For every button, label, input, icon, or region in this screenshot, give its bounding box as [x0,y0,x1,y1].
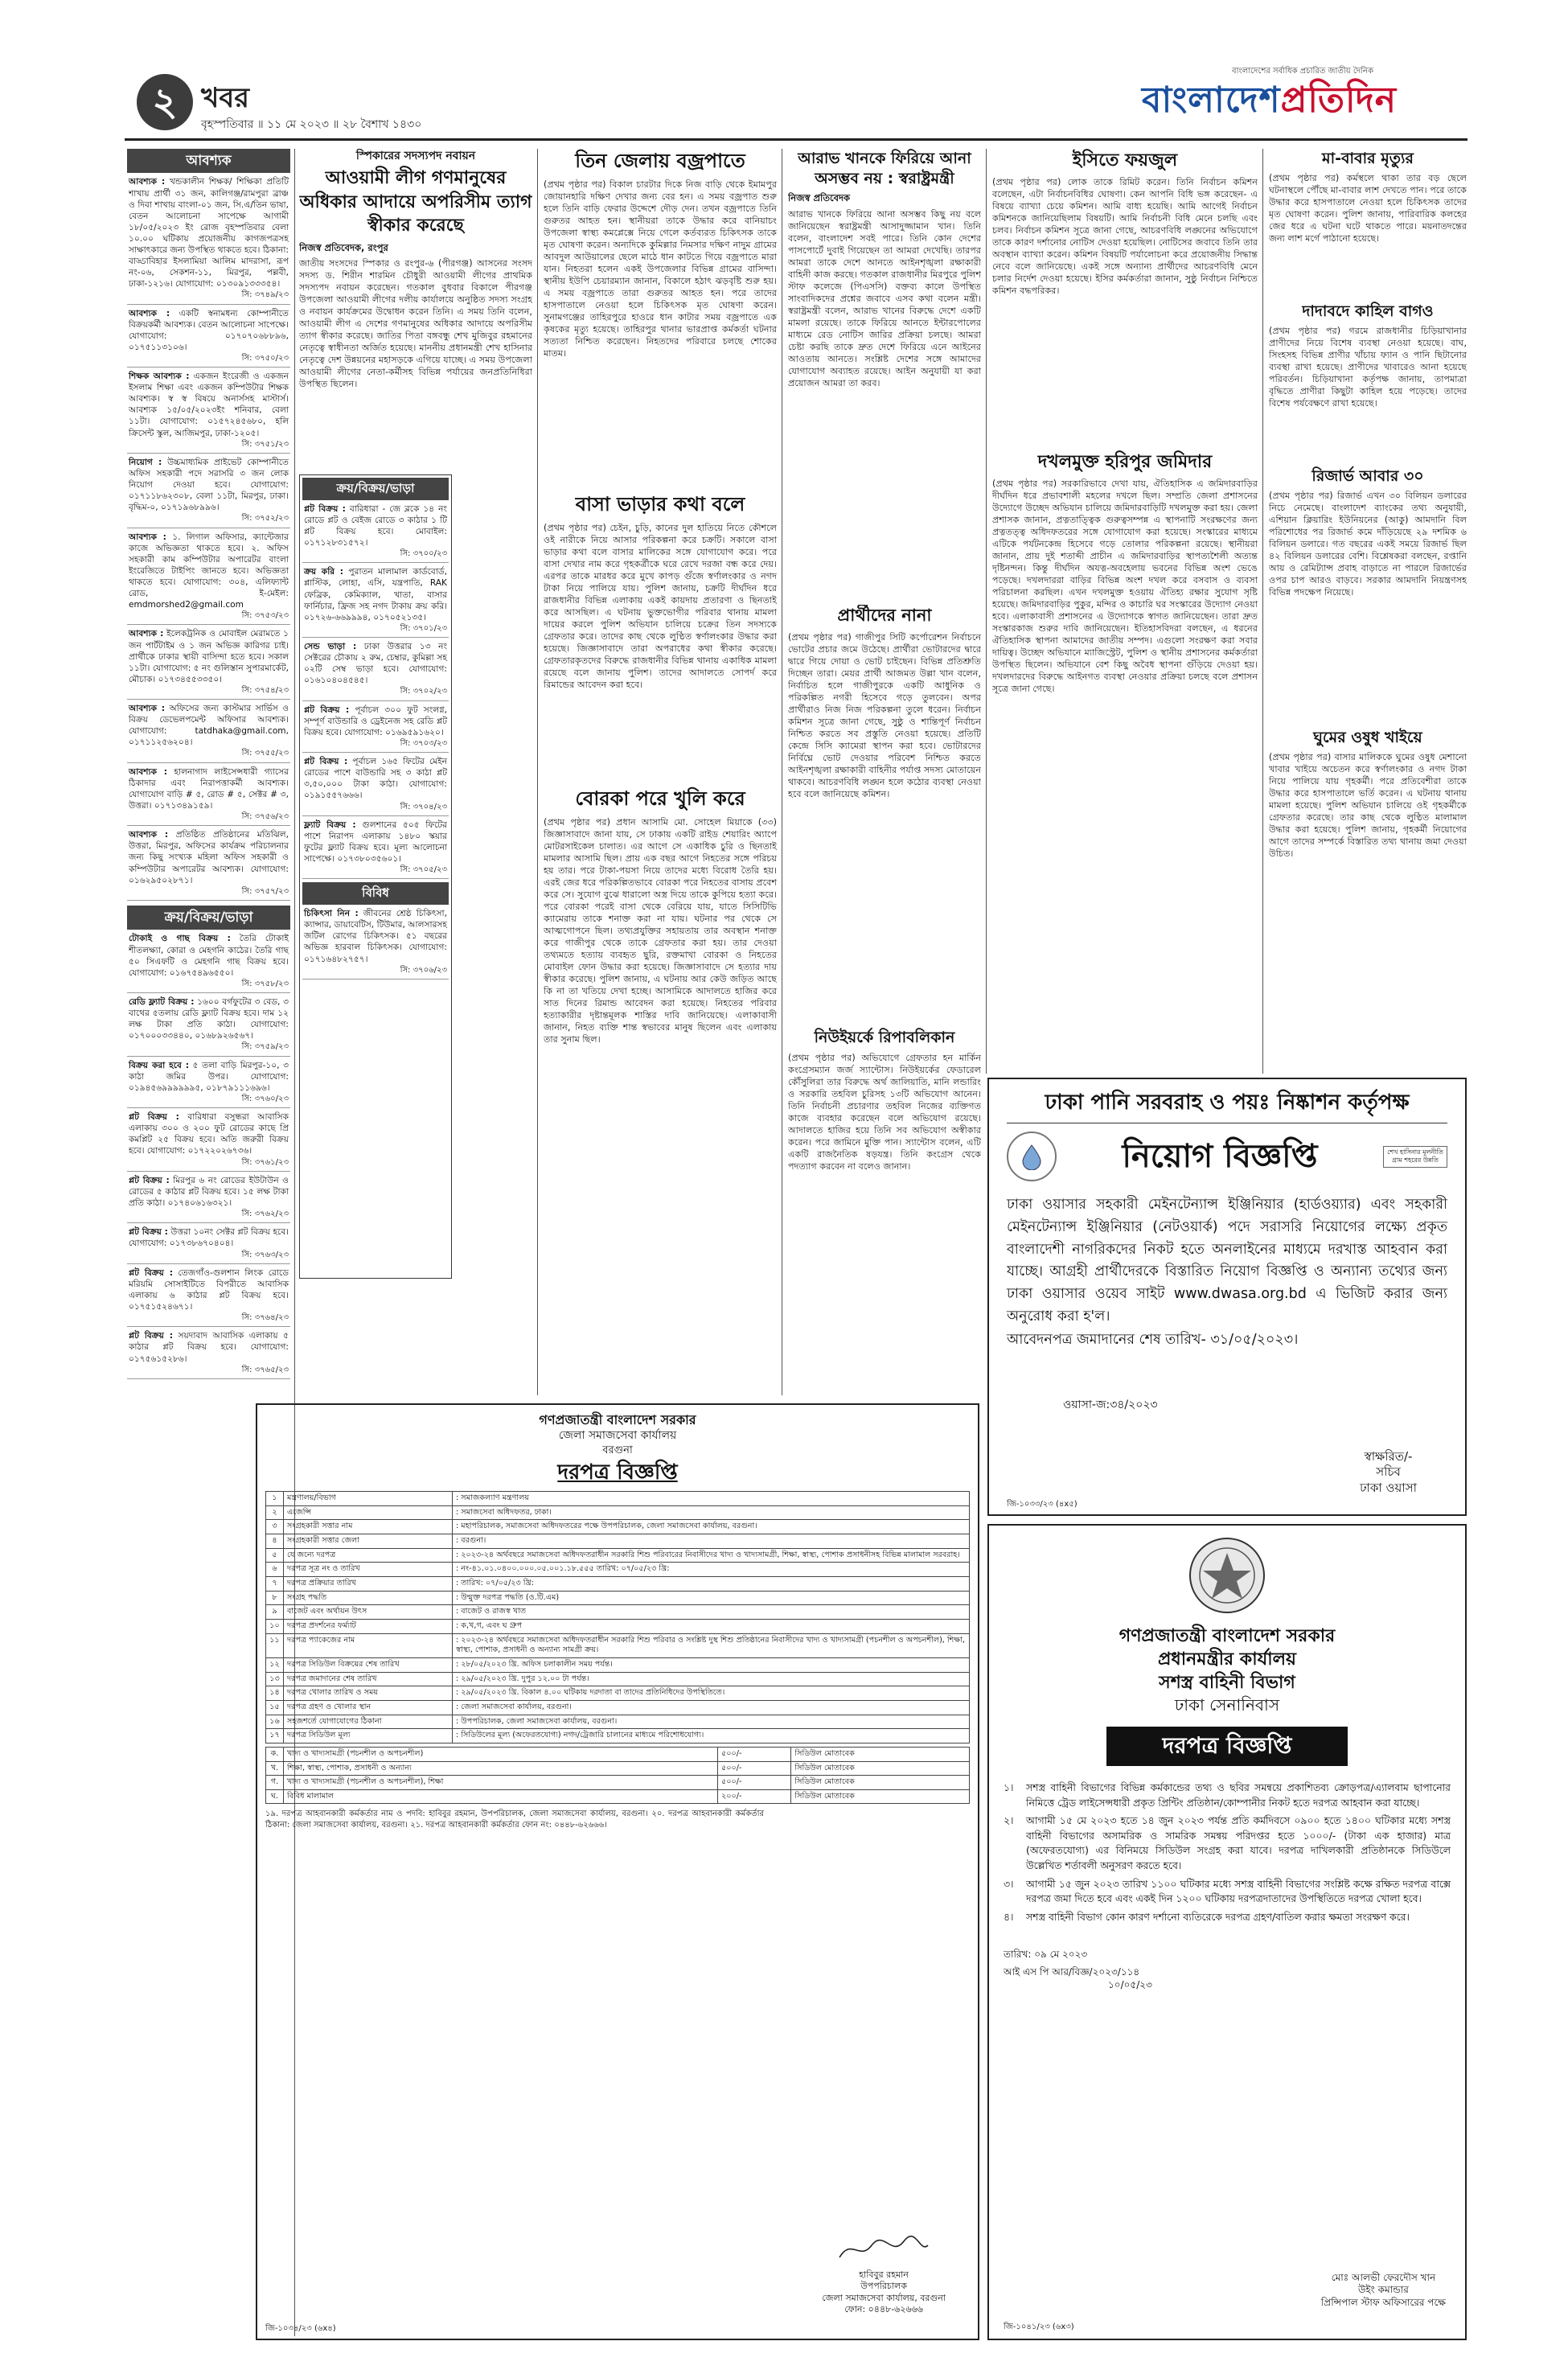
section-title: খবর [201,82,249,114]
header-rule [125,138,1467,141]
classified-lead: আবশ্যক : [129,177,166,187]
classified-text: পূর্বাচল ১৬৫ ফিটের মেইন রোডের পাশে বাউন্ডারি সহ ৩ কাঠা প্লট ৩,৫০,০০০ টাকা কাঠা। যোগাযোগ: ০১৯১৫৫৭৬৬৬। [304,757,447,801]
arav-article [788,149,981,599]
tender-cell-v: : ২৮/০৫/২০২৩ খ্রি. অফিস চলাকালীন সময় পর্যন্ত। [453,1657,970,1672]
classified-lead: প্লট বিক্রয় : [304,503,346,514]
afd-items [1004,1780,1451,1924]
borka-body: (প্রথম পৃষ্ঠার পর) প্রধান আসামি মো. সোহেল মিয়াকে (৩৩) জিজ্ঞাসাবাদে জানা যায়, সে ঢাকায় একটি রাইড শেয়ারিং অ্যাপে মোটরসাইকেল চালাত। এর আগে সে একাধিক চুরি ও ছিনতাই মামলার আসামি ছিল। প্রায় এক বছর আগে নিহতের সঙ্গে পরিচয় হয় তার। পরে টাকা-পয়সা নিয়ে তাদের মধ্যে বিরোধ তৈরি হয়। এরই জের ধরে পরিকল্পিতভাবে বোরকা পরে নিহতের বাসায় প্রবেশ করে সে। সুযোগ বুঝে ধারালো অস্ত্র দিয়ে তাকে কুপিয়ে হত্যা করে। পরে বোরকা পরেই বাসা থেকে বেরিয়ে যায়, যাতে সিসিটিভি ক্যামেরায় তাকে শনাক্ত করা না যায়। ঘটনার পর থেকে সে আত্মগোপনে ছিল। তথ্যপ্রযুক্তির সহায়তায় তার অবস্থান শনাক্ত করে গাজীপুর থেকে তাকে গ্রেফতার করা হয়। তার দেওয়া তথ্যমতে হত্যায় ব্যবহৃত ছুরি, রক্তমাখা বোরকা ও নিহতের মোবাইল ফোন উদ্ধার করা হয়েছে। জিজ্ঞাসাবাদে সে হত্যার দায় স্বীকার করেছে। পুলিশ জানায়, এ ঘটনায় আর কেউ জড়িত আছে কি না তা খতিয়ে দেখা হচ্ছে। আসামিকে আদালতে হাজির করে সাত দিনের রিমান্ড আবেদন করা হয়েছে। নিহতের পরিবার হত্যাকারীর দৃষ্টান্তমূলক শাস্তির দাবি জানিয়েছে। এলাকাবাসী জানান, নিহত ব্যক্তি শান্ত স্বভাবের মানুষ ছিলেন এবং এলাকায় তার সুনাম ছিল। [544,816,777,1045]
classified-item [302,638,449,701]
tender-row [266,1534,970,1549]
tender-cell-k: সংগ্রহ পদ্ধতি [284,1591,453,1605]
tender-row [266,1619,970,1633]
tender-title: দরপত্র বিজ্ঞপ্তি [557,1460,678,1485]
rent-headline: বাসা ভাড়ার কথা বলে [575,493,745,515]
classified-text: সয়দাবাদ আবাসিক এলাকায় ৫ কাঠার প্লট বিক্রয় হবে। যোগাযোগ: ০১৭৫৬১৫২৮৬। [129,1331,289,1364]
reserve-body: (প্রথম পৃষ্ঠার পর) রিজার্ভ এখন ৩০ বিলিয়ন ডলারের নিচে নেমেছে। বাংলাদেশ ব্যাংকের তথ্য অনুযায়ী, এশিয়ান ক্লিয়ারিং ইউনিয়নের (আকু) আমদানি বিল পরিশোধের পর রিজার্ভ কমে দাঁড়িয়েছে ২৯ দশমিক ৬ বিলিয়ন ডলারে। গত বছরের একই সময়ে রিজার্ভ ছিল ৪২ বিলিয়ন ডলারের বেশি। বিশ্লেষকরা বলছেন, রপ্তানি আয় ও রেমিট্যান্স প্রবাহ বাড়াতে না পারলে রিজার্ভের ওপর চাপ আরও বাড়বে। সরকার আমদানি নিয়ন্ত্রণসহ বিভিন্ন পদক্ষেপ নিয়েছে। [1269,491,1467,598]
afd-item-number: ২। [1004,1814,1014,1827]
wasa-sign-1: স্বাক্ষরিত/- [1364,1448,1413,1464]
classified-ref: সি: ৩৭৬২/২৩ [241,1210,289,1219]
classified-lead: ক্রয় করি : [304,567,344,577]
classified-ref: সি: ৩৭৫৮/২৩ [241,979,289,988]
afd-division: সশস্ত্র বাহিনী বিভাগ [1159,1672,1295,1693]
tender-cell-k: যে জন্যে দরপত্র [284,1548,453,1563]
classified-lead: সেন্ড ভাড়া : [304,642,357,652]
tender-cell-k: সংগ্রহকারী সত্তার নাম [284,1520,453,1534]
classified-ref: সি: ৩৭০৪/২৩ [400,802,447,811]
classified-text: বারিধারা বসুন্ধরা আবাসিক এলাকায় ৩০০ ও ২০০ ফুট রোডের কাছে প্রি কমপ্লিট ২৫ বিক্রয় হবে। অতি জরুরী বিক্রয় হবে। যোগাযোগ: ০১৭২২০২৬৭৩৬। [129,1112,289,1156]
classified-text: উত্তরা ১০নং সেক্টর প্লট বিক্রয় হবে। যোগাযোগ: ০১৭৩৮৬৭০৪০৪। [129,1227,289,1249]
column-rule-2 [537,149,538,1395]
tender-cell-n: ১৫ [266,1700,284,1715]
classified-item [127,1057,290,1109]
classified-ref: সি: ৩৭৬৩/২৩ [241,1250,289,1259]
classified-text: হালনাগাদ লাইসেন্সধারী গ্যাসের ঠিকাদার এবং নিরাপত্তাকর্মী আবশ্যক। যোগাযোগ বাড়ি # ৫, রোড # ৫, সেক্টর # ৩, উত্তরা। ০১৭১৩৪৯১৫৯। [129,766,289,811]
tender-cell-v: : ২৯/০৫/২০২৩ খ্রি. দুপুর ১২.০০ টা পর্যন্ত। [453,1672,970,1686]
classified-ref: সি: ৩৭৫৫/২৩ [241,749,289,758]
classified-text: অফিসের জন্য কাস্টমার সার্ভিস ও বিক্রয় ডেভেলপমেন্ট অফিসার আবশ্যক। যোগাযোগ: tatdhaka@gmail.com, ০১৭১১২৫৬২০৪। [129,704,289,748]
classified-item [127,993,290,1057]
classified-lead: আবশ্যক : [129,532,166,542]
classified-ref: সি: ৩৭০১/২৩ [400,623,447,633]
tender-cell-k: দরপত্র প্যাকেজের নাম [284,1633,453,1657]
wasa-logo [1007,1132,1057,1181]
classified-lead: প্লট বিক্রয় : [304,757,348,767]
tender-group-cell-sec: সিডিউল মোতাবেক [791,1776,970,1790]
afd-ref: জি-১০৪১/২৩ (৬x৩) [1004,2322,1074,2331]
classified-ref: সি: ৩৭৫২/২৩ [241,514,289,524]
afd-memo-date: ১০/০৫/২৩ [1108,1979,1152,1991]
tender-cell-n: ৪ [266,1534,284,1549]
afd-item-text: সশস্ত্র বাহিনী বিভাগের বিভিন্ন কর্মকান্ডের তথ্য ও ছবির সমন্বয়ে প্রকাশিতব্য ক্রোড়পত্র/এ্যালবাম ছাপানোর নিমিত্তে ট্রেড লাইসেন্সধারী প্রকৃত প্রিন্টিং প্রতিষ্ঠান/কোম্পানীর নিকট হতে দরপত্র আহবান করা যাচ্ছে। [1026,1780,1451,1809]
classified-item [302,500,449,564]
afd-item [1004,1780,1451,1810]
classified-lead: প্লট বিক্রয় : [129,1331,173,1341]
tender-group-row [266,1761,970,1776]
logo-part-b: প্রতিদিন [1280,80,1397,121]
wasa-title: নিয়োগ বিজ্ঞপ্তি [1122,1137,1318,1175]
tender-row [266,1505,970,1520]
tender-group-cell-n: ঘ. [266,1789,284,1804]
classified-item [302,905,449,980]
classified-ref: সি: ৩৭৫১/২৩ [241,439,289,449]
candidates-body: (প্রথম পৃষ্ঠার পর) গাজীপুর সিটি কর্পোরেশন নির্বাচনে ভোটের প্রচার জমে উঠেছে। প্রার্থীরা ভোটারদের দ্বারে দ্বারে গিয়ে দোয়া ও ভোট চাইছেন। বিভিন্ন প্রতিশ্রুতি দিচ্ছেন তারা। মেয়র প্রার্থী আজমত উল্লা খান বলেন, নির্বাচিত হলে গাজীপুরকে একটি আধুনিক ও পরিকল্পিত নগরী হিসেবে গড়ে তুলবেন। অপর প্রার্থীরাও নিজ নিজ পরিকল্পনা তুলে ধরেন। নির্বাচন কমিশন সূত্রে জানা গেছে, সুষ্ঠু ও শান্তিপূর্ণ নির্বাচন নিশ্চিত করতে সব প্রস্তুতি নেওয়া হয়েছে। প্রতিটি কেন্দ্রে সিসি ক্যামেরা স্থাপন করা হবে। ভোটারদের নির্বিঘ্নে ভোট দেওয়ার পরিবেশ নিশ্চিত করতে আইনশৃঙ্খলা রক্ষাকারী বাহিনীর পর্যাপ্ত সদস্য মোতায়েন থাকবে। আচরণবিধি লঙ্ঘন হলে কঠোর ব্যবস্থা নেওয়া হবে বলে জানিয়েছে কমিশন। [788,631,981,799]
rent-article [544,492,777,782]
arav-body: আরাভ খানকে ফিরিয়ে আনা অসম্ভব কিছু নয় বলে জানিয়েছেন স্বরাষ্ট্রমন্ত্রী আসাদুজ্জামান খান। তিনি বলেন, বাংলাদেশ সবই পারে। তিনি কোন দেশের পাসপোর্টে দুবাই গিয়েছেন তা আমরা দেখেছি। তারপর আমরা তাকে দেশে আনতে আইনশৃঙ্খলা রক্ষাকারী বাহিনী কাজ করছে। গতকাল রাজধানীর মিরপুরে পুলিশ স্টাফ কলেজে (পিএসসি) বক্তব্য কালে উপস্থিত সাংবাদিকদের প্রশ্নের জবাবে এসব কথা বলেন মন্ত্রী। স্বরাষ্ট্রমন্ত্রী বলেন, আরাভ খানের বিরুদ্ধে দেশে একটি মামলা রয়েছে। তাকে ফিরিয়ে আনতে ইন্টারপোলের মাধ্যমে রেড নোটিস জারির প্রক্রিয়া চলছে। আমরা চেষ্টা করছি তাকে দ্রুত দেশে ফিরিয়ে এনে আইনের আওতায় আনতে। সংশ্লিষ্ট দেশের সঙ্গে আমাদের যোগাযোগ অব্যাহত রয়েছে। আইন অনুযায়ী যা করা প্রয়োজন আমরা তা করব। [788,208,981,388]
classified-item [127,625,290,700]
sleeping-headline: ঘুমের ওষুধ খাইয়ে [1313,729,1422,747]
candidates-headline: প্রার্থীদের নানা [837,606,932,625]
afd-title: দরপত্র বিজ্ঞপ্তি [1106,1727,1348,1766]
classified-item [302,563,449,638]
classified-lead: প্লট বিক্রয় : [129,1267,173,1278]
tender-row [266,1672,970,1686]
classified-item [127,826,290,901]
tender-cell-v: : বাজেট ও রাজস্ব খাত [453,1605,970,1620]
classified-lead: আবশ্যক : [129,766,168,777]
tender-cell-v: : ২৯/০৫/২০২৩ খ্রি. বিকাল ৪.০০ ঘটিকায় দরদাতা বা তাদের প্রতিনিধিদের উপস্থিতিতে। [453,1686,970,1701]
mother-headline: মা-বাবার মৃত্যুর [1322,150,1414,167]
tender-sign-role: উপপরিচালক [860,2281,907,2292]
classified-item [127,930,290,993]
classified-lead: শিক্ষক আবশ্যক : [129,372,190,382]
wasa-org: ঢাকা পানি সরবরাহ ও পয়ঃ নিষ্কাশন কর্তৃপক্ষ [1007,1089,1447,1123]
tender-row [266,1563,970,1577]
lightning-body: (প্রথম পৃষ্ঠার পর) বিকাল চারটার দিকে নিজ বাড়ি থেকে ইমামপুর জোয়ানহারি দক্ষিণ দেখার জন্য বের হন। এ সময় বজ্রপাত শুরু হলে তিনি বাড়ি ফেরার উদ্দেশে দৌড় দেন। তখন বজ্রপাতে তিনি গুরুতর আহত হন। স্থানীয়রা তাকে উদ্ধার করে বানিয়াচং উপজেলা স্বাস্থ্য কমপ্লেক্সে নিয়ে গেলে কর্তব্যরত চিকিৎসক তাকে মৃত ঘোষণা করেন। অন্যদিকে কুমিল্লার নিমসার দক্ষিণ নাদুম গ্রামের আবদুল আউয়ালের ছেলে মাঠে ধান কাটতে গিয়ে বজ্রপাতে মারা যান। নিহতরা হলেন একই উপজেলার বিভিন্ন গ্রামের বাসিন্দা। স্থানীয় ইউপি চেয়ারম্যান জানান, বিকালে হঠাৎ ঝড়বৃষ্টি শুরু হয়। এ সময় বজ্রপাতে তারা গুরুতর আহত হন। পরে তাদের হাসপাতালে নেওয়া হলে চিকিৎসক মৃত ঘোষণা করেন। সুনামগঞ্জের তাহিরপুরে হাওরে ধান কাটার সময় বজ্রপাতে এক কৃষকের মৃত্যু হয়েছে। তাহিরপুর থানার ভারপ্রাপ্ত কর্মকর্তা ঘটনার সত্যতা নিশ্চিত করেছেন। নিহতদের পরিবারে চলছে শোকের মাতম। [544,179,777,359]
classified-text: পূর্বাচল ৩০০ ফুট সংলগ্ন, সম্পূর্ণ বাউন্ডারি ও ড্রেইনেজ সহ রেডি প্লট বিক্রয় হবে। যোগাযোগ: ০১৬৯৫৯১৬২০। [304,704,447,737]
tender-cell-n: ১৭ [266,1729,284,1744]
tender-group-cell-price: ৫০০/- [718,1776,791,1790]
classified-text: ৫ তলা বাড়ি মিরপুর-১০, ৩ কাঠা জমির উপর। যোগাযোগ: ০১৯৪৫৬৯৯৯৯৯৯৫, ০১৮৭৯১১১৬৯৬। [129,1060,289,1093]
afd-place: ঢাকা সেনানিবাস [1174,1694,1280,1715]
afd-sign-for: প্রিন্সিপাল স্টাফ অফিসারের পক্ষে [1320,2297,1446,2309]
classified-ref: সি: ৩৭৬০/২৩ [241,1094,289,1103]
tender-cell-v: : সমাজকল্যাণ মন্ত্রণালয় [453,1492,970,1506]
classified-lead: প্লট বিক্রয় : [129,1175,170,1185]
tender-group-row [266,1789,970,1804]
tender-group-cell-sec: সিডিউল মোতাবেক [791,1789,970,1804]
classified-text: উচ্চমাধ্যমিক প্রাইভেট কোম্পানীতে অফিস সহকারী পদে সরাসরি ৩ জন লোক নিয়োগ দেওয়া হবে। যোগাযোগ: ০১৭১১৮৬২৩০৮, বেলা ১১টা, মিরপুর, ঢাকা। বৃদ্ধিম-০, ০১৭১৯৬৮৯৯৬। [129,457,289,513]
wasa-memo: ওয়াসা-জ:৩৪/২০২৩ [1063,1399,1158,1412]
tender-row [266,1520,970,1534]
haripur-article [992,450,1258,1070]
tender-group-cell-n: গ. [266,1776,284,1790]
ethics-article [992,149,1258,446]
candidates-article [788,605,981,1023]
wasa-sign-2: সচিব [1376,1464,1401,1480]
classified-lead: প্লট বিক্রয় : [129,1112,179,1123]
afd-item-text: আগামী ১৫ মে ২০২৩ হতে ১৪ জুন ২০২৩ পর্যন্ত প্রতি কর্মদিবসে ০৯০০ হতে ১৪০০ ঘটিকার মধ্যে সশস্ত্র বাহিনী বিভাগের অসামরিক ও সামরিক সমন্বয় পরিদপ্তর হতে ১০০০/- (টাকা এক হাজার) মাত্র (অফেরতযোগ্য) এর বিনিময়ে সিডিউল সংগ্রহ করা যাবে। দরপত্র দাখিলকারী প্রতিষ্ঠানকে সিডিউলে উল্লেখিত শর্তাবলী অনুসরণ করতে হবে। [1026,1814,1451,1871]
tender-group-row [266,1747,970,1761]
tender-row [266,1605,970,1620]
classified-text: একজন ইংরেজী ও একজন ইসলাম শিক্ষা এবং একজন কম্পিউটার শিক্ষক আবশ্যক। স্ব স্ব বিষয়ে অনার্সসহ মাস্টার্স। আবশ্যক ১৫/০৫/২০২৩ইং শনিবার, বেলা ১১টা। যোগাযোগ: ০১৫৭২৪৫৬৮০, হলি ক্রিসেন্ট স্কুল, আজিমপুর, ঢাকা-১২০৫। [129,372,289,438]
classified-text: ১৬০০ বর্গফুটের ৩ বেড, ৩ বাথের ৫তলায় রেডি ফ্ল্যাট বিক্রয় হবে। দাম ১২ লক্ষ টাকা প্রতি কাঠা। যোগাযোগ: ০১৭০০০৩৩৪৪০, ০১৬৮৯২৬৫৬৭। [129,997,289,1041]
tender-cell-n: ১ [266,1492,284,1506]
classified-text: ১. লিগাল অফিসার, ক্যান্টেজার কাজে অভিজ্ঞতা থাকতে হবে। ২. অফিস সহকারী কাম কম্পিউটার অপারেটর বাংলা ইংরেজিতে টাইপিং জানতে হবে। অভিজ্ঞতা থাকতে হবে। যোগাযোগ: ৩০৪, এলিফ্যান্ট রোড, ই-মেইল: emdmorshed2@gmail.com [129,532,289,610]
classified-lead: প্লট বিক্রয় : [304,704,350,715]
tender-group-cell-sec: সিডিউল মোতাবেক [791,1761,970,1776]
rent-body: (প্রথম পৃষ্ঠার পর) চেইন, চুড়ি, কানের দুল হাতিয়ে নিতে কৌশলে ওই নারীকে নিয়ে আসার পরিকল্পনা করে চক্রটি। সকালে বাসা ভাড়ার কথা বলে বাসার মালিকের সঙ্গে যোগাযোগ করে। পরে বাসা দেখার নাম করে গৃহকর্ত্রীকে ঘরে রেখে দরজা বন্ধ করে দেয়। এরপর তাকে মারধর করে মুখে কাপড় গুঁজে স্বর্ণালংকার ও নগদ টাকা নিয়ে পালিয়ে যায়। পুলিশ জানায়, চক্রটি দীর্ঘদিন ধরে রাজধানীর বিভিন্ন এলাকায় একই কায়দায় প্রতারণা ও ছিনতাই করে আসছিল। এ ঘটনায় ভুক্তভোগীর পরিবার থানায় মামলা দায়ের করলে পুলিশ অভিযান চালিয়ে চক্রের তিন সদস্যকে গ্রেফতার করে। তাদের কাছ থেকে লুণ্ঠিত স্বর্ণালংকার উদ্ধার করা হয়েছে। জিজ্ঞাসাবাদে তারা অপরাধের কথা স্বীকার করেছে। গ্রেফতারকৃতদের বিরুদ্ধে রাজধানীর বিভিন্ন থানায় একাধিক মামলা রয়েছে বলে জানায় পুলিশ। তাদের আদালতে সোপর্দ করে রিমান্ডের আবেদন করা হবে। [544,522,777,690]
tender-group-cell-price: ২০০/- [718,1789,791,1804]
classified-lead: টোকাই ও গাছ বিক্রয় : [129,934,231,944]
tender-row [266,1576,970,1591]
tender-ref: জি-১০৩৪/২৩ (৬x৪) [265,2323,336,2333]
tender-cell-n: ৬ [266,1563,284,1577]
tender-group-cell-price: ৫০০/- [718,1747,791,1761]
ethics-headline: ইসিতে ফয়জুল [1072,150,1178,170]
classified-ref: সি: ৩৭৬৫/২৩ [241,1365,289,1374]
classified-item [302,753,449,816]
classified-text: পুরাতন মালামাল কার্ডবোর্ড, প্লাস্টিক, লোহা, এসি, যন্ত্রপাতি, RAK ফেব্রিক, কেমিক্যাল, খাতা, বাসার ফার্নিচার, ফ্রিজ সহ নগদ টাকায় ক্রয় করি। ০১৭২৬-৬৬৯৯৯৪, ০১৭০৫২১৩৫। [304,567,447,622]
ethics-body: (প্রথম পৃষ্ঠার পর) লোক তাকে রিমিট করেন। তিনি নির্বাচন কমিশন বলেছেন, এটা নির্বাচনবিধির ঘোষণা। কেন আপনি বিধি ভঙ্গ করেছেন- এ বিষয়ে ব্যাখ্যা চেয়ে কমিশন। আমি বাধ্য হয়েছি। আমি আগেই নির্বাচন কমিশনকে জানিয়েছিলাম বিষয়টি। আমি নির্বাচনী বিধি মেনে চলছি এবং চলব। নির্বাচন কমিশন সূত্রে জানা গেছে, আচরণবিধি লঙ্ঘনের অভিযোগে তাকে কারণ দর্শানোর নোটিস দেওয়া হয়েছিল। নোটিসের জবাবে তিনি তার অবস্থান ব্যাখ্যা করেন। কমিশন বিষয়টি পর্যালোচনা করে প্রয়োজনীয় সিদ্ধান্ত নেবে বলে জানিয়েছে। একই সঙ্গে অন্যান্য প্রার্থীদের আচরণবিধি মেনে চলার নির্দেশ দেওয়া হয়েছে। ইসির কর্মকর্তারা জানান, সুষ্ঠু নির্বাচন নিশ্চিতে কমিশন বদ্ধপরিকর। [992,177,1258,297]
afd-item [1004,1910,1451,1925]
classified-item [127,173,290,304]
tender-cell-v: : বরগুনা। [453,1534,970,1549]
tender-row [266,1548,970,1563]
lightning-article [544,149,777,487]
classified-lead: রেডি ফ্ল্যাট বিক্রয় : [129,997,195,1008]
tender-row [266,1633,970,1657]
wasa-ref: জি-১০৩৩/২৩ (৪x৫) [1007,1499,1077,1509]
tender-cell-v: : সমাজসেবা অধিদফতর, ঢাকা। [453,1505,970,1520]
tender-row [266,1729,970,1744]
tender-cell-v: : ২০২৩-২৪ অর্থবছরে সমাজসেবা অধিদফতরাধীন সরকারি শিশু পরিবারের নিবাসীদের খাদ্য ও খাদ্যসামগ্রী, শিক্ষা, স্বাস্থ্য, পোশাক প্রসাধনীসহ বিভিন্ন মালামাল সরবরাহ। [453,1548,970,1563]
afd-tender-ad [987,1524,1467,2340]
tender-group-cell-sec: সিডিউল মোতাবেক [791,1747,970,1761]
classified-item [302,816,449,880]
tender-group-cell-price: ৫০০/- [718,1761,791,1776]
classified-text: বারিধারা - জে ব্লকে ১৪ নং রোডে প্লট ও বেইজ রোডে ৩ কাঠার ১ টি প্লট বিক্রয় হবে। মোবাইল: ০১৭১২৮৩১৫৭২। [304,503,447,548]
haripur-headline: দখলমুক্ত হরিপুর জমিদার [1037,452,1213,472]
mother-body: (প্রথম পৃষ্ঠার পর) কর্মস্থলে থাকা তার বড় ছেলে ঘটনাস্থলে পৌঁছে মা-বাবার লাশ দেখতে পান। পরে তাকে উদ্ধার করে হাসপাতালে নেওয়া হলে চিকিৎসক তাদের মৃত ঘোষণা করেন। পুলিশ জানায়, পারিবারিক কলহের জের ধরে এ ঘটনা ঘটে থাকতে পারে। ময়নাতদন্তের জন্য লাশ মর্গে পাঠানো হয়েছে। [1269,173,1467,244]
tender-group-cell-n: খ. [266,1761,284,1776]
classified-ref: সি: ৩৭৫৪/২৩ [241,685,289,695]
classified-ref: সি: ৩৭০৬/২৩ [400,965,447,975]
tender-cell-k: দরপত্র সিডিউল মূল্য [284,1729,453,1744]
classified-item [302,701,449,754]
afd-item-number: ৩। [1004,1877,1014,1890]
afd-item [1004,1877,1451,1907]
afd-item [1004,1813,1451,1873]
tender-cell-k: সংগ্রহকারী সত্তার জেলা [284,1534,453,1549]
wasa-body: ঢাকা ওয়াসার সহকারী মেইনটেন্যান্স ইঞ্জিনিয়ার (হার্ডওয়্যার) এবং সহকারী মেইনটেন্যান্স ইঞ্জিনিয়ার (নেটওয়ার্ক) পদে সরাসরি নিয়োগের লক্ষ্যে প্রকৃত বাংলাদেশী নাগরিকদের নিকট হতে অনলাইনের মাধ্যমে দরখাস্ত আহবান করা যাচ্ছে। আগ্রহী প্রার্থীদেরকে বিস্তারিত নিয়োগ বিজ্ঞপ্তি ও অন্যান্য তথ্যের জন্য ঢাকা ওয়াসার ওয়েব সাইট www.dwasa.org.bd এ ভিজিট করার জন্য অনুরোধ করা হ'ল। [1007,1197,1447,1325]
tender-cell-n: ৫ [266,1548,284,1563]
classified-item [127,1264,290,1328]
wasa-deadline: আবেদনপত্র জমাদানের শেষ তারিখ- ৩১/০৫/২০২৩। [1007,1332,1299,1349]
tender-group-cell-item: খাদ্য ও খাদ্যসামগ্রী (পচনশীল ও অপচনশীল) [284,1747,718,1761]
daddabad-body: (প্রথম পৃষ্ঠার পর) গরমে রাজধানীর চিড়িয়াখানার প্রাণীদের নিয়ে বিশেষ ব্যবস্থা নেওয়া হয়েছে। বাঘ, সিংহসহ বিভিন্ন প্রাণীর খাঁচায় ফ্যান ও পানি ছিটানোর ব্যবস্থা রাখা হয়েছে। প্রাণীদের খাবারেও আনা হয়েছে পরিবর্তন। চিড়িয়াখানা কর্তৃপক্ষ জানায়, তাপমাত্রা বৃদ্ধিতে প্রাণীরা কিছুটা কাহিল হয়ে পড়েছে। তাদের বিশেষ পর্যবেক্ষণে রাখা হয়েছে। [1269,326,1467,409]
tender-sign-name: হাবিবুর রহমান [859,2269,909,2280]
classified-text: তৈরি টোকাই শীতলক্ষ্যা, কোরা ও মেহগনি কাঠের। তৈরি গাছ ৫০ সিএফটি ও মেহগনি গাছ বিক্রয় হবে। যোগাযোগ: ০১৬৭৫৪৯৬৫৫০। [129,934,289,978]
borka-headline: বোরকা পরে খুলি করে [575,787,745,810]
tender-cell-v: : নং-৪১.০১.০৪০০.০০০.০৫.০০১.১৮.৫৫৫ তারিখ: ০৭/০৫/২৩ খ্রি: [453,1563,970,1577]
tender-row [266,1657,970,1672]
tender-group-cell-item: খাদ্য ও খাদ্যসামগ্রী (পচনশীল ও অপচনশীল), শিক্ষা [284,1776,718,1790]
afd-item-text: আগামী ১৫ জুন ২০২৩ তারিখ ১১০০ ঘটিকার মধ্যে সশস্ত্র বাহিনী বিভাগের সংশ্লিষ্ট কক্ষে রক্ষিত দরপত্র বাক্সে দরপত্র জমা দিতে হবে এবং একই দিন ১২০০ ঘটিকায় দরপত্রদাতাদের উপস্থিতিতে দরপত্র খোলা হবে। [1026,1877,1451,1905]
tender-cell-v: : সিডিউলের মূল্য (অফেরতযোগ্য) নগদ/ট্রেজারি চালানের মাধ্যমে পরিশোধযোগ্য। [453,1729,970,1744]
daddabad-headline: দাদাবদে কাহিল বাগও [1302,302,1434,321]
classified-text: জীবনের শ্রেষ্ঠ চিকিৎসা, ক্যান্সার, ডায়াবেটিস, টিউমার, আলসারসহ জটিল রোগের চিকিৎসক। ৫১ বছরের অভিজ্ঞ হারবাল চিকিৎসক। যোগাযোগ: ০১৭১৬৪৮২৭৫৭। [304,909,447,964]
tender-cell-v: : ২০২৩-২৪ অর্থবছরে সমাজসেবা অধিদফতরাধীন সরকারি শিশু পরিবার ও সংশ্লিষ্ট দুস্থ শিশু প্রতিষ্ঠানের নিবাসীদের খাদ্য ও খাদ্যসামগ্রী (পচনশীল ও অপচনশীল), শিক্ষা, স্বাস্থ্য, পোশাক, প্রসাধনী ও অন্যান্য সামগ্রী ক্রয়। [453,1633,970,1657]
afd-sign-role: উইং কমান্ডার [1358,2284,1409,2296]
classified-ref: সি: ৩৭০০/২৩ [400,549,447,559]
afd-item-text: সশস্ত্র বাহিনী বিভাগ কোন কারণ দর্শানো ব্যতিরেকে দরপত্র গ্রহণ/বাতিল করার ক্ষমতা সংরক্ষণ করে। [1026,1910,1410,1923]
reserve-headline: রিজার্ভ আবার ৩০ [1311,467,1424,486]
tender-cell-v: : মহাপরিচালক, সমাজসেবা অধিদফতরের পক্ষে উপপরিচালক, জেলা সমাজসেবা কার্যালয়, বরগুনা। [453,1520,970,1534]
afd-gov: গণপ্রজাতন্ত্রী বাংলাদেশ সরকার [1119,1625,1336,1646]
speaker-headline: আওয়ামী লীগ গণমানুষের অধিকার আদায়ে অপরিসীম ত্যাগ স্বীকার করেছে [299,168,532,236]
classified-item [127,368,290,454]
classified-ref: সি: ৩৭০৫/২৩ [400,865,447,875]
classified-text: প্রতিষ্ঠিত প্রতিষ্ঠানের মতিঝিল, উত্তরা, মিরপুর, অফিসের কার্যক্রম পরিচালনার জন্য কিছু সংখ্যক মহিলা অফিস সহকারী ও কম্পিউটার অপারেটর আবশ্যক। যোগাযোগ: ০১৬২৯৫০২৮৭১। [129,830,289,885]
tender-group-cell-n: ক. [266,1747,284,1761]
afd-item-number: ৪। [1004,1910,1014,1923]
tender-gov: গণপ্রজাতন্ত্রী বাংলাদেশ সরকার [539,1412,696,1427]
classifieds-list-2 [127,930,290,1378]
tender-cell-n: ২ [266,1505,284,1520]
tender-cell-n: ১১ [266,1633,284,1657]
classifieds-list-3 [302,500,449,880]
masthead-tagline: বাংলাদেশের সর্বাধিক প্রচারিত জাতীয় দৈনিক [1232,67,1373,76]
signature-mark [835,2233,932,2265]
classified-item [127,1108,290,1172]
classified-text: মিরপুর ৬ নং রোডের ইউটাউন ও রোডের ৫ কাঠার প্লট বিক্রয় হবে। ১৫ লক্ষ টাকা প্রতি কাঠা। ০১৭৪০৬১৬৩২১। [129,1175,289,1208]
tender-cell-n: ১৩ [266,1672,284,1686]
classified-item [127,1223,290,1263]
tender-row [266,1686,970,1701]
classified-text: ঢাকা উত্তরার ১৩ নং সেক্টরের চৌকায় ২ রুম, চেম্বার, কুমিল্লা সহ ০২টি সেম্ব ভাড়া হবে। যোগাযোগ: ০১৬১০৪০৪৫৪৫। [304,642,447,686]
tender-cell-n: ৯ [266,1605,284,1620]
classified-lead: চিকিৎসা নিন : [304,909,359,919]
classified-text: একটি স্বনামধন্য কোম্পানীতে বিক্রয়কর্মী আবশ্যক। বেতন আলোচনা সাপেক্ষে। যোগাযোগ: ০১৭০৭০৬৮৮৯৬, ০১৭৫১১৩১০৬। [129,308,289,352]
tender-cell-k: দরপত্র জমাদানের শেষ তারিখ [284,1672,453,1686]
classifieds-list [127,173,290,901]
wasa-sign-3: ঢাকা ওয়াসা [1360,1481,1417,1496]
tender-cell-v: : ক,খ,গ, এবং ঘ গ্রুপ [453,1619,970,1633]
tender-group-cell-item: শিক্ষা, স্বাস্থ্য, পোশাক, প্রসাধনী ও অন্যান্য [284,1761,718,1776]
classified-item [127,454,290,528]
tender-group-table [265,1747,970,1805]
classifieds-heading: আবশ্যক [127,149,290,173]
classified-lead: ফ্ল্যাট বিক্রয় : [304,819,356,830]
sleeping-body: (প্রথম পৃষ্ঠার পর) বাসার মালিককে ঘুমের ওষুধ মেশানো খাবার খাইয়ে অচেতন করে স্বর্ণালংকার ও নগদ টাকা নিয়ে পালিয়ে যায় গৃহকর্মী। পরে প্রতিবেশীরা তাকে উদ্ধার করে হাসপাতালে ভর্তি করেন। এ ঘটনায় থানায় মামলা হয়েছে। পুলিশ অভিযান চালিয়ে ওই গৃহকর্মীকে গ্রেফতার করেছে। তার কাছ থেকে লুণ্ঠিত মালামাল উদ্ধার করা হয়েছে। পুলিশ জানায়, গৃহকর্মী নিয়োগের আগে তাদের সম্পর্কে বিস্তারিত তথ্য থানায় জমা দেওয়া উচিত। [1269,752,1467,860]
classified-lead: আবশ্যক : [129,704,166,714]
column-rule-5 [1262,149,1263,1074]
issue-date: বৃহস্পতিবার ॥ ১১ মে ২০২৩ ॥ ২৮ বৈশাখ ১৪৩০ [201,118,422,131]
tender-cell-k: বাজেট এবং অর্থায়ন উৎস [284,1605,453,1620]
tender-cell-n: ১৬ [266,1715,284,1729]
tender-cell-v: : তারিখ: ০৭/০৫/২৩ খ্রি: [453,1576,970,1591]
logo-part-a: বাংলাদেশ [1142,80,1281,121]
classified-ref: সি: ৩৭৫৭/২৩ [241,886,289,896]
classified-lead: নিয়োগ : [129,457,162,467]
classified-lead: আবশ্যক : [129,830,169,840]
classified-ref: সি: ৩৭৬৪/২৩ [241,1313,289,1323]
tender-cell-v: : উপপরিচালক, জেলা সমাজসেবা কার্যালয়, বরগুনা। [453,1715,970,1729]
classifieds-heading-3: ক্রয়/বিক্রয়/ভাড়া [302,478,449,500]
tender-cell-k: দরপত্র গ্রহণ ও খোলার স্থান [284,1700,453,1715]
tender-cell-k: দরপত্র খোলার তারিখ ও সময় [284,1686,453,1701]
tender-cell-k: মন্ত্রণালয়/বিভাগ [284,1492,453,1506]
tender-cell-v: : উন্মুক্ত দরপত্র পদ্ধতি (ও.টি.এম) [453,1591,970,1605]
speaker-body: জাতীয় সংসদের স্পিকার ও রংপুর-৬ (পীরগঞ্জ) আসনের সংসদ সদস্য ড. শিরীন শারমিন চৌধুরী আওয়ামী লীগের প্রাথমিক সদস্যপদ নবায়ন করেছেন। গতকাল বুধবার বিকালে পীরগঞ্জ উপজেলা আওয়ামী লীগের দলীয় কার্যালয়ে অনুষ্ঠিত সদস্য সংগ্রহ ও নবায়ন কার্যক্রমের উদ্বোধন করেন তিনি। এ সময় তিনি বলেন, আওয়ামী লীগ এ দেশের গণমানুষের অধিকার আদায়ে অপরিসীম ত্যাগ স্বীকার করেছে। জাতির পিতা বঙ্গবন্ধু শেখ মুজিবুর রহমানের নেতৃত্বে স্বাধীনতা অর্জিত হয়েছে। মাননীয় প্রধানমন্ত্রী শেখ হাসিনার নেতৃত্বে দেশ উন্নয়নের মহাসড়কে এগিয়ে যাচ্ছে। এ সময় উপজেলা আওয়ামী লীগের নেতা-কর্মীসহ বিভিন্ন পর্যায়ের জনপ্রতিনিধিরা উপস্থিত ছিলেন। [299,257,532,389]
tender-cell-n: ১২ [266,1657,284,1672]
afd-office: প্রধানমন্ত্রীর কার্যালয় [1158,1649,1296,1670]
classified-text: তেজগাঁও-গুলশান লিংক রোডে মরিয়মি সোসাইটিতে বিপরীতে আবাসিক এলাকায় ৬ কাঠার প্লট বিক্রয় হবে। ০১৭৫১৫২৪৬৭১। [129,1267,289,1312]
speaker-byline: নিজস্ব প্রতিবেদক, রংপুর [299,241,388,253]
tender-cell-k: দরপত্র সূত্র নং ও তারিখ [284,1563,453,1577]
tender-cell-n: ৮ [266,1591,284,1605]
classified-ref: সি: ৩৭৫৩/২৩ [241,611,289,621]
classified-item [127,1327,290,1379]
afd-item-number: ১। [1004,1780,1014,1793]
classified-text: গুলশানের ৫০৫ ফিটের পাশে নিরাপদ এলাকায় ১৪৮০ স্কয়ার ফুটের ফ্ল্যাট বিক্রয় হবে। মূল্য আলোচনা সাপেক্ষে। ০১৭৩৮০৩৫৬০১। [304,819,448,865]
classified-ref: সি: ৩৭০২/২৩ [400,687,447,696]
masthead-logo [1142,76,1463,125]
tender-row [266,1715,970,1729]
classified-text: খন্ডকালীন শিক্ষক/ শিক্ষিকা প্রতিটি শাখায় প্রার্থী ৩১ জন, কালিগঞ্জ/রামপুরা ব্রাঞ্চ ও দিবা শাখায় বাংলা-০১ জন, সি.এ/তিন ভাষা, বেতন আলোচনা সাপেক্ষে আগামী ১৮/০৫/২০২৩ ইং রোজ বৃহস্পতিবার বেলা ১০.০০ ঘটিকায় প্রয়োজনীয় কাগজপত্রসহ সাক্ষাৎকারে জন্য উপস্থিত থাকতে হবে। ঠিকানা: বাড্ডাবিহার ইসলামিয়া আলিম মাদরাসা, রূপ নং-০৬, সেকশন-১১, মিরপুর, পল্লবী, ঢাকা-১২১৬। যোগাযোগ: ০১৩০৯১৩৩৩৫৪। [129,177,289,290]
classified-lead: আবশ্যক : [129,629,164,639]
tender-cell-k: সহজশর্তে যোগাযোগের ঠিকানা [284,1715,453,1729]
classified-ref: সি: ৩৭৪৯/২৩ [241,290,289,300]
newyork-article [788,1028,981,1398]
tender-sign-office: জেলা সমাজসেবা কার্যালয়, বরগুনা [822,2292,946,2303]
classified-item [127,700,290,763]
tender-cell-n: ৩ [266,1520,284,1534]
tender-office: জেলা সমাজসেবা কার্যালয় [558,1429,677,1443]
briefs-column [1269,149,1467,1074]
tender-district: বরগুনা [602,1444,633,1456]
newyork-body: (প্রথম পৃষ্ঠার পর) অভিযোগে গ্রেফতার হন মার্কিন কংগ্রেসম্যান জর্জ স্যান্টোস। নিউইয়র্কের ফেডারেল কৌঁসুলিরা তার বিরুদ্ধে অর্থ জালিয়াতি, মানি লন্ডারিং ও সরকারি তহবিল চুরিসহ ১৩টি অভিযোগ আনেন। তিনি নির্বাচনী প্রচারণার তহবিল নিজের ব্যক্তিগত কাজে ব্যবহার করেছেন বলে অভিযোগ রয়েছে। আদালতে হাজির হয়ে তিনি সব অভিযোগ অস্বীকার করেন। পরে জামিনে মুক্তি পান। স্যান্টোস বলেন, এটি একটি রাজনৈতিক ষড়যন্ত্র। তিনি কংগ্রেস থেকে পদত্যাগ করবেন না বলেও জানান। [788,1053,981,1173]
classified-lead: প্লট বিক্রয় : [129,1227,168,1238]
tender-group-cell-item: বিবিধ মালামাল [284,1789,718,1804]
lightning-headline: তিন জেলায় বজ্রপাতে [575,150,745,172]
classified-lead: বিক্রয় করা হবে : [129,1060,190,1070]
tender-row [266,1591,970,1605]
tender-cell-k: দরপত্র প্রক্রিয়ার তারিখ [284,1576,453,1591]
classified-item [127,763,290,827]
newyork-headline: নিউইয়র্কে রিপাবলিকান [814,1029,955,1046]
arav-headline: আরাভ খানকে ফিরিয়ে আনা অসম্ভব নয় : স্বরাষ্ট্রমন্ত্রী [798,150,971,187]
haripur-body: (প্রথম পৃষ্ঠার পর) সরকারিভাবে দেখা যায়, ঐতিহাসিক এ জমিদারবাড়ির দীর্ঘদিন ধরে প্রভাবশালী মহলের দখলে ছিল। সম্প্রতি জেলা প্রশাসনের উদ্যোগে উচ্ছেদ অভিযান চালিয়ে জমিদারবাড়িটি দখলমুক্ত করা হয়। জেলা প্রশাসক জানান, প্রত্নতাত্ত্বিক গুরুত্বসম্পন্ন এ স্থাপনাটি সংরক্ষণের জন্য প্রত্নতত্ত্ব অধিদফতরের সঙ্গে যোগাযোগ করা হয়েছে। সংস্কারের মাধ্যমে এটিকে পর্যটনকেন্দ্র হিসেবে গড়ে তোলার পরিকল্পনা রয়েছে। স্থানীয়রা জানান, প্রায় দুই শতাব্দী প্রাচীন এ জমিদারবাড়ির স্থাপত্যশৈলী অত্যন্ত দৃষ্টিনন্দন। কিন্তু দীর্ঘদিন অযত্ন-অবহেলায় ভবনের বিভিন্ন অংশ ভেঙে পড়েছে। দখলদাররা বাড়ির বিভিন্ন অংশ দখল করে বসবাস ও ব্যবসা পরিচালনা করছিল। এখন দখলমুক্ত হওয়ায় ঐতিহ্য রক্ষার সুযোগ সৃষ্টি হয়েছে। জমিদারবাড়ির পুকুর, মন্দির ও কাচারি ঘর সংস্কারের উদ্যোগ নেওয়া হবে। এলাকাবাসী প্রশাসনের এ উদ্যোগকে স্বাগত জানিয়েছেন। তারা দ্রুত সংস্কারকাজ শুরুর দাবি জানিয়েছেন। ইতিহাসবিদরা বলছেন, এ ধরনের ঐতিহাসিক স্থাপনা আমাদের জাতীয় সম্পদ। এগুলো সংরক্ষণ করা সবার দায়িত্ব। উচ্ছেদ অভিযানে ম্যাজিস্ট্রেট, পুলিশ ও স্থানীয় প্রশাসনের কর্মকর্তারা উপস্থিত ছিলেন। অভিযানে বেশ কিছু অবৈধ স্থাপনা গুঁড়িয়ে দেওয়া হয়। দখলদারদের বিরুদ্ধে আইনগত ব্যবস্থা নেওয়ার প্রক্রিয়া চলছে বলে প্রশাসন সূত্রে জানা গেছে। [992,478,1258,695]
tender-sign-phone: ফোন: ০৪৪৮-৬২৬৬৬ [844,2304,923,2315]
wasa-ad [987,1078,1467,1516]
tender-table [265,1491,970,1744]
classified-ref: সি: ৩৭৬১/২৩ [241,1157,289,1167]
tender-row [266,1492,970,1506]
classified-ref: সি: ৩৭৫৯/২৩ [241,1042,289,1052]
classified-item [127,1172,290,1224]
classifieds-heading-4: বিবিধ [302,882,449,905]
tender-row [266,1700,970,1715]
speaker-kicker: স্পিকারের সদস্যপদ নবায়ন [355,150,476,162]
tender-notes: ১৯. দরপত্র আহবানকারী কর্মকর্তার নাম ও পদবি: হাবিবুর রহমান, উপপরিচালক, জেলা সমাজসেবা কার্যালয়, বরগুনা। ২০. দরপত্র আহবানকারী কর্মকর্তার ঠিকানা: জেলা সমাজসেবা কার্যালয়, বরগুনা। ২১. দরপত্র আহবানকারী কর্মকর্তার ফোন নং: ০৪৪৮-৬২৬৬৬। [265,1809,764,1830]
tender-ad [256,1403,979,2340]
tender-group-row [266,1776,970,1790]
borka-article [544,787,777,1398]
tender-cell-n: ১০ [266,1619,284,1633]
tender-cell-k: দরপত্র প্রদর্শনের ফর্ম্যাট [284,1619,453,1633]
classified-item [127,528,290,626]
classified-text: ইলেকট্রনিক ও মোবাইল মেরামতে ১ জন পার্টটাইম ও ১ জন অভিজ্ঞ কারিগর চাই। প্রার্থীকে ঢাকার স্থায়ী বাসিন্দা হতে হবে। সকাল ১১টা। যোগাযোগ: ৫ নং গুলিস্তান সুপারমার্কেট, মৌচাক। ০১৭৩৪৫৫৩৩৫০। [129,629,289,684]
classified-box [299,474,452,1279]
classifieds-heading-2: ক্রয়/বিক্রয়/ভাড়া [127,906,290,930]
classified-ref: সি: ৩৭৫৬/২৩ [241,812,289,822]
afd-memo: আই এস পি আর/বিজ্ঞ/২০২৩/১১৪ [1004,1966,1140,1978]
afd-sign-name: মোঃ আলভী ফেরদৌস খান [1331,2271,1436,2283]
classified-item [127,305,290,368]
tender-cell-n: ৭ [266,1576,284,1591]
page-number-badge: ২ [137,74,193,130]
afd-date: তারিখ: ০৯ মে ২০২৩ [1004,1949,1088,1961]
tender-cell-v: : জেলা সমাজসেবা কার্যালয়, বরগুনা। [453,1700,970,1715]
tender-cell-k: দরপত্র সিডিউল বিক্রয়ের শেষ তারিখ [284,1657,453,1672]
classifieds-list-4 [302,905,449,980]
classified-lead: আবশ্যক : [129,308,170,318]
water-drop-icon [1018,1143,1045,1170]
tender-cell-n: ১৪ [266,1686,284,1701]
afd-emblem [1187,1535,1267,1616]
tender-cell-k: এজেন্সি [284,1505,453,1520]
classified-ref: সি: ৩৭৫০/২৩ [241,353,289,363]
arav-byline: নিজস্ব প্রতিবেদক [788,192,851,204]
wasa-slogan: শেখ হাসিনার মূলনীতি গ্রাম শহরের উন্নতি [1383,1146,1447,1168]
column-rule-4 [986,149,987,1074]
classified-ref: সি: ৩৭০৩/২৩ [400,738,447,748]
masthead [1142,66,1463,137]
